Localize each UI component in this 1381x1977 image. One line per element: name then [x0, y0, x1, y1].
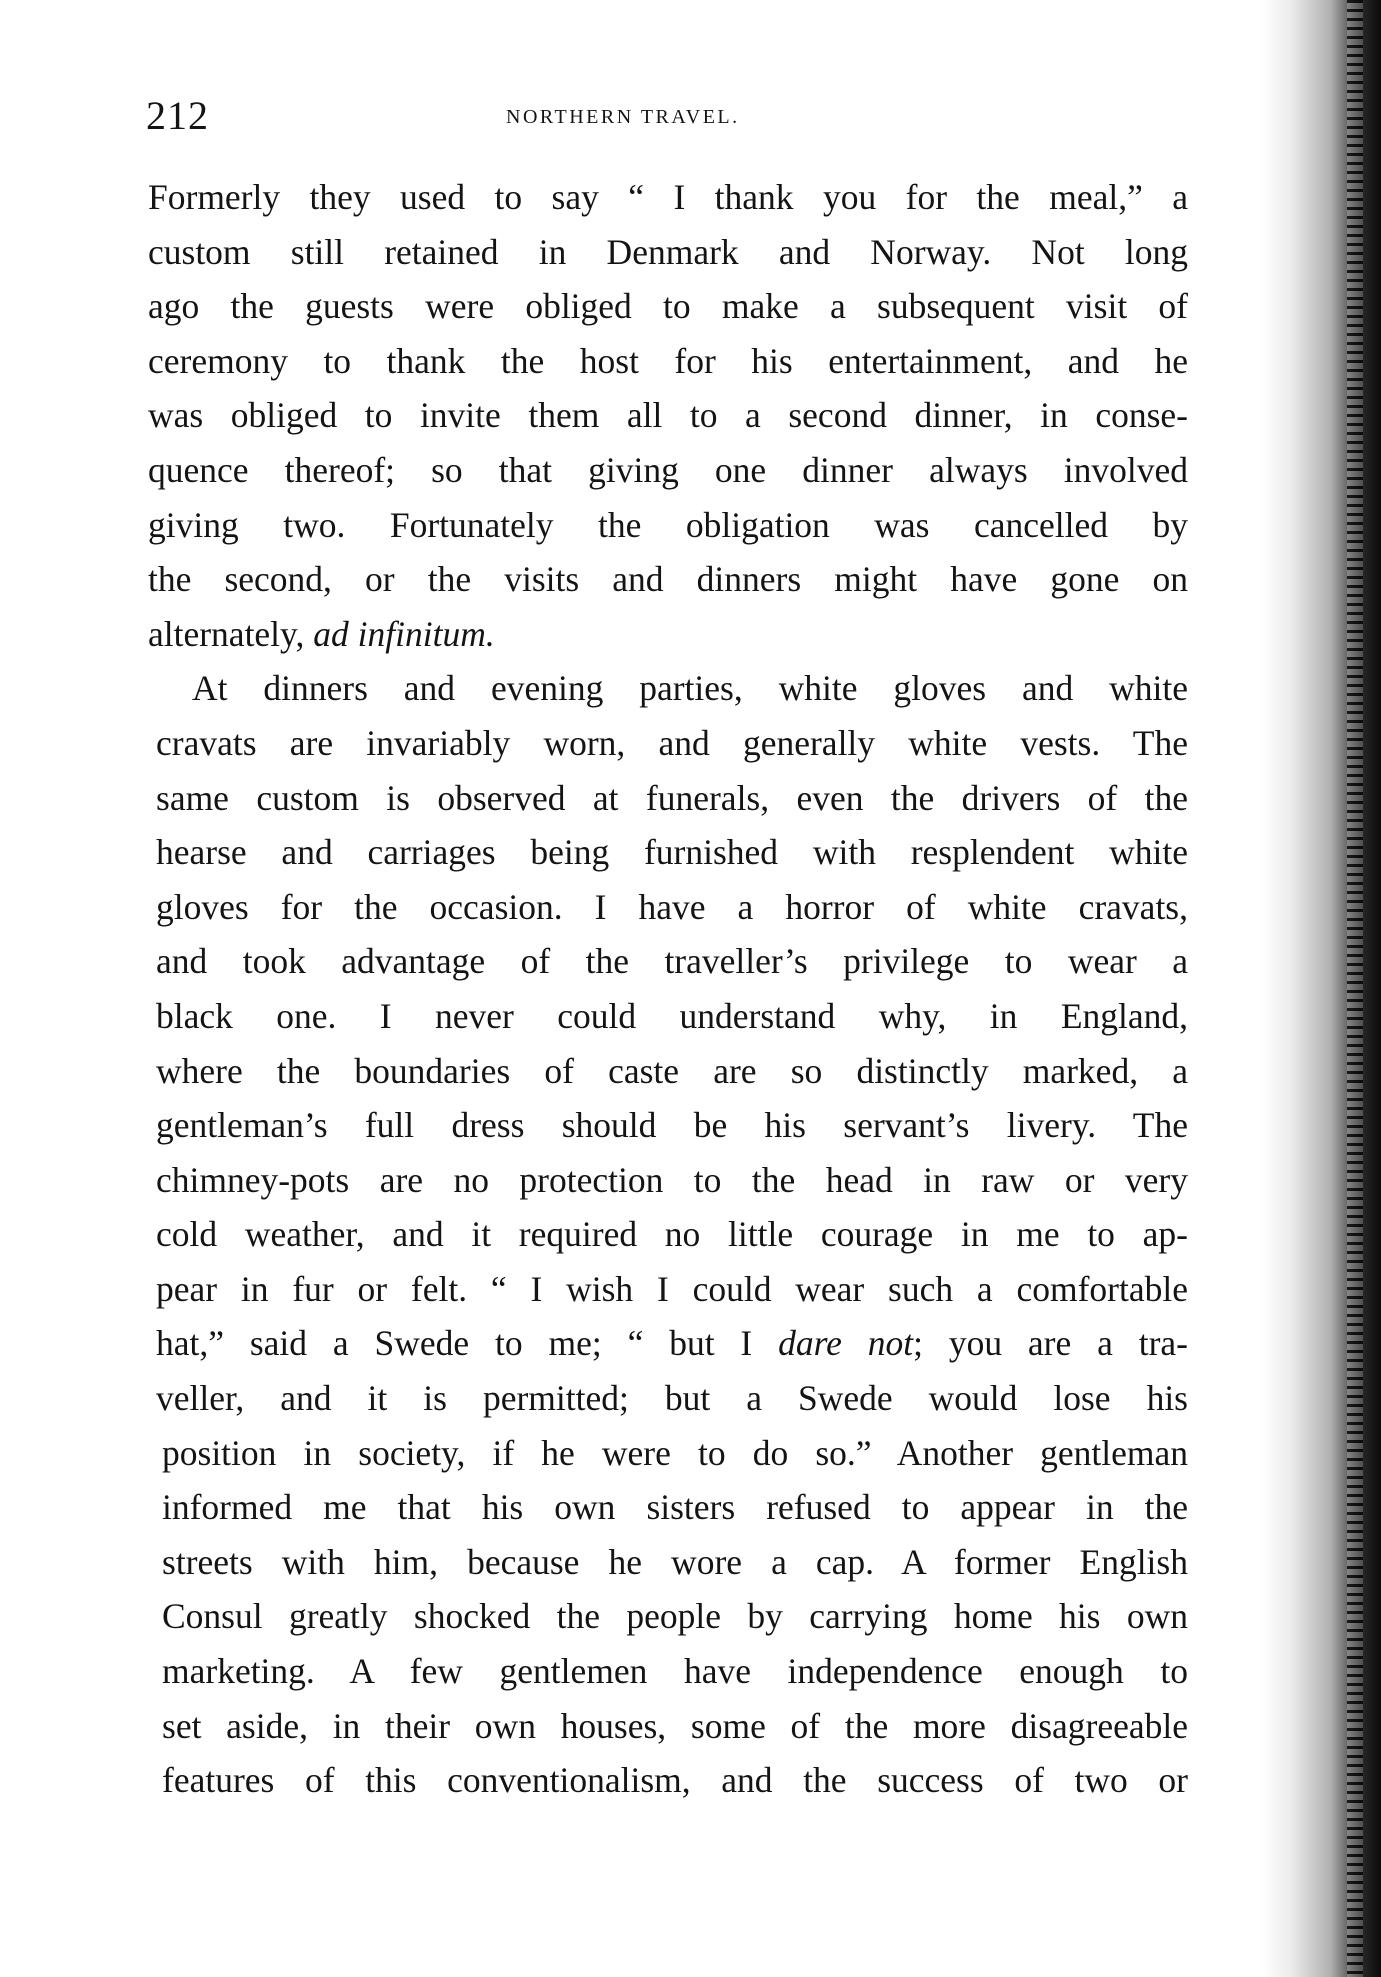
text-line: black one. I never could understand why, in England, [156, 995, 1188, 1036]
text-line: marketing. A few gentlemen have independence enough to [162, 1651, 1188, 1692]
text-line: Formerly they used to say “ I thank you for the meal,” a [148, 177, 1188, 217]
text-line: veller, and it is permitted; but a Swede would lose his [156, 1378, 1188, 1419]
text-line: set aside, in their own houses, some of the more disagreeable [162, 1705, 1188, 1746]
text-fragment: alternately, [148, 613, 305, 654]
italic-phrase: dare not [778, 1323, 914, 1364]
text-line: cold weather, and it required no little courage in me to ap- [156, 1214, 1188, 1255]
text-line: position in society, if he were to do so.” Another gentleman [162, 1432, 1188, 1473]
page-header [146, 92, 1186, 142]
text-line [148, 1316, 1188, 1371]
text-line: same custom is observed at funerals, even the drivers of the [156, 777, 1188, 818]
text-line-indented: At dinners and evening parties, white gloves and white [192, 668, 1188, 709]
body-text [148, 170, 1188, 1808]
text-line: and took advantage of the traveller’s privilege to wear a [156, 941, 1188, 982]
text-line: where the boundaries of caste are so distinctly marked, a [156, 1050, 1188, 1091]
text-line: giving two. Fortunately the obligation was cancelled by [148, 504, 1188, 545]
text-line: quence thereof; so that giving one dinner always involved [148, 449, 1188, 490]
running-head: NORTHERN TRAVEL. [506, 106, 740, 128]
text-line: ago the guests were obliged to make a subsequent visit of [148, 286, 1188, 327]
text-line: was obliged to invite them all to a second dinner, in conse- [148, 395, 1188, 436]
text-line: informed me that his own sisters refused to appear in the [162, 1487, 1188, 1528]
text-line: hearse and carriages being furnished with resplendent white [156, 832, 1188, 873]
paragraph-2 [148, 661, 1188, 1807]
text-line: gloves for the occasion. I have a horror of white cravats, [156, 886, 1188, 927]
text-line: chimney-pots are no protection to the head in raw or very [156, 1159, 1188, 1200]
italic-phrase: ad infinitum. [313, 613, 495, 654]
text-line: cravats are invariably worn, and generally white vests. The [156, 722, 1188, 763]
paragraph-1 [148, 170, 1188, 661]
text-line: gentleman’s full dress should be his servant’s livery. The [156, 1105, 1188, 1146]
text-fragment: ; you are a tra- [913, 1323, 1188, 1364]
text-line: streets with him, because he wore a cap. A former English [162, 1541, 1188, 1582]
text-line: Consul greatly shocked the people by carrying home his own [162, 1596, 1188, 1637]
text-fragment: hat,” said a Swede to me; “ but I [156, 1323, 753, 1364]
page-number: 212 [146, 93, 209, 138]
text-line: features of this conventionalism, and the success of two or [162, 1760, 1188, 1801]
page-edge-streaks [1347, 0, 1363, 1977]
text-line: ceremony to thank the host for his entertainment, and he [148, 340, 1188, 381]
text-line: the second, or the visits and dinners might have gone on [148, 559, 1188, 600]
page-edge-shadow [1261, 0, 1381, 1977]
text-line: custom still retained in Denmark and Norway. Not long [148, 231, 1188, 272]
text-line: pear in fur or felt. “ I wish I could wear such a comfortable [156, 1268, 1188, 1309]
text-line-last [148, 607, 1188, 662]
